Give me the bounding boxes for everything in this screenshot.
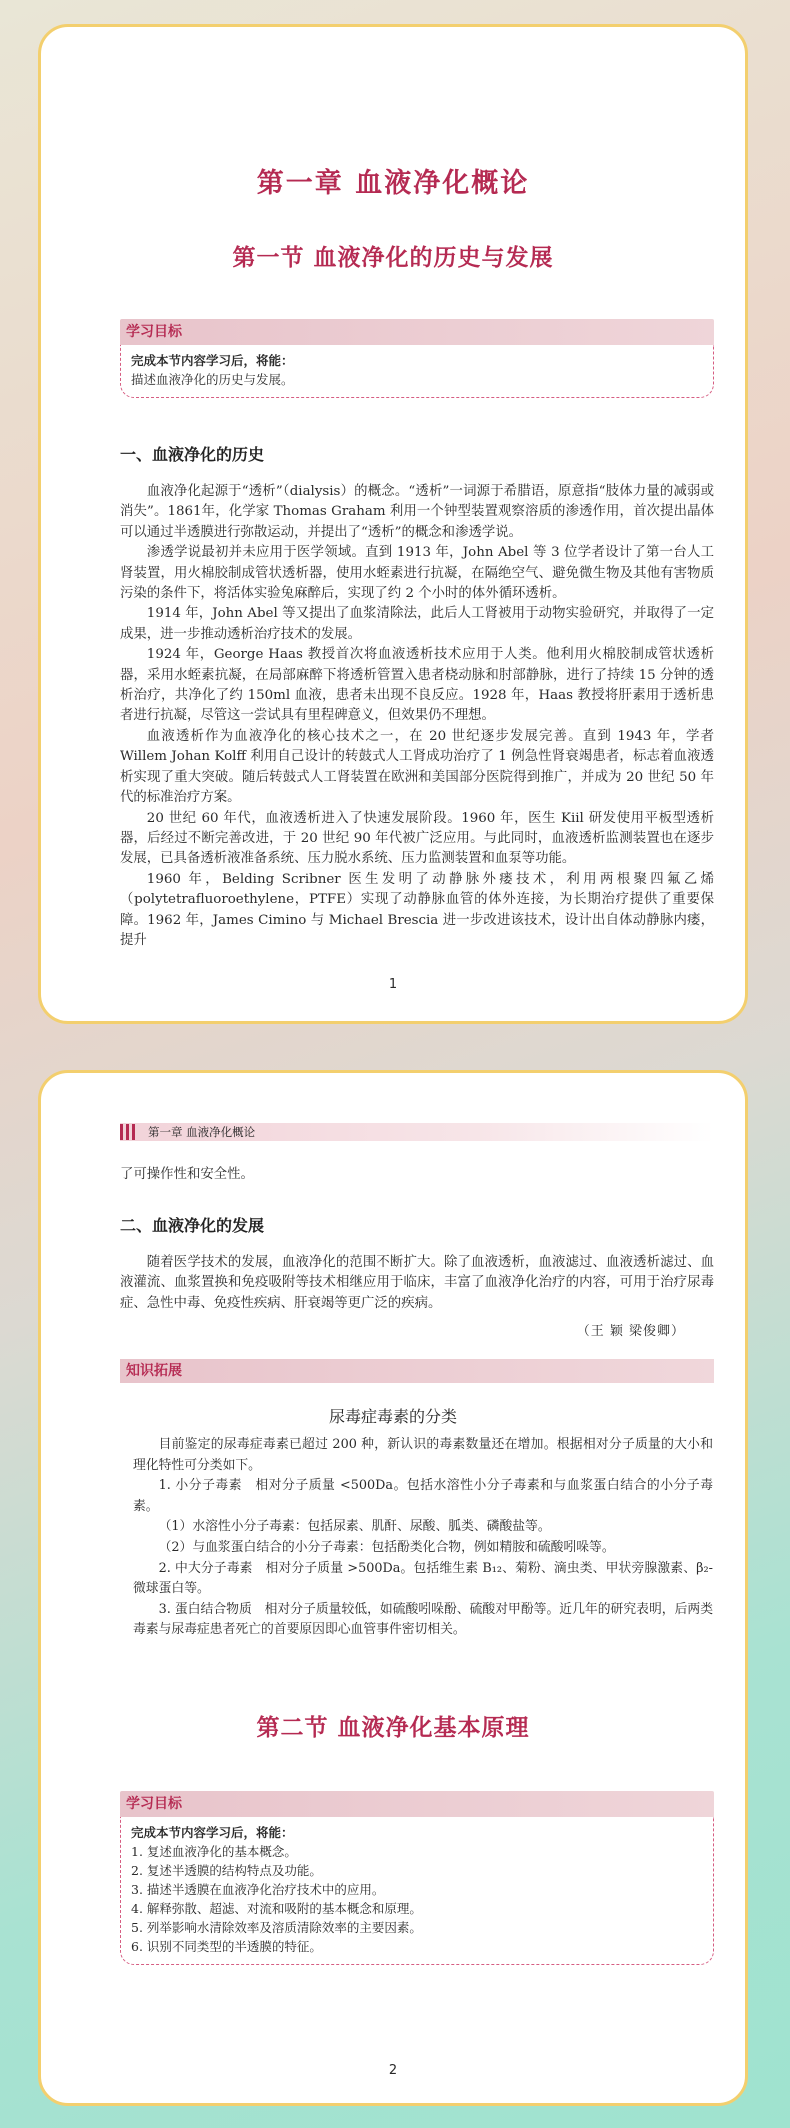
paragraph: （1）水溶性小分子毒素：包括尿素、肌酐、尿酸、胍类、磷酸盐等。 (158, 1519, 551, 1535)
learning-goal-item: 3. 描述半透膜在血液净化治疗技术中的应用。 (131, 1882, 385, 1897)
page-number: 2 (388, 2063, 398, 2078)
continuation-text (120, 1165, 714, 1185)
authors: （王 颖 梁俊卿） (576, 1324, 685, 1339)
section-title: 第一节 血液净化的历史与发展 (232, 245, 554, 271)
learning-goals-label: 学习目标 (120, 319, 714, 345)
learning-goal-item: 4. 解释弥散、超滤、对流和吸附的基本概念和原理。 (131, 1901, 422, 1916)
paragraph: 1914 年，John Abel 等又提出了血浆清除法，此后人工肾被用于动物实验研究，并取得了一定成果，进一步推动透析治疗技术的发展。 (120, 606, 714, 642)
learning-goals-intro: 完成本节内容学习后，将能： (131, 1825, 294, 1840)
learning-goals-body (120, 345, 714, 398)
knowledge-extension-title: 尿毒症毒素的分类 (328, 1407, 457, 1426)
heading-development: 二、血液净化的发展 (120, 1216, 265, 1235)
page-2 (38, 1070, 748, 2106)
section-2-title: 第二节 血液净化基本原理 (256, 1715, 530, 1741)
learning-goals-label: 学习目标 (120, 1791, 714, 1817)
paragraph: 随着医学技术的发展，血液净化的范围不断扩大。除了血液透析，血液滤过、血液透析滤过、血液灌流、血浆置换和免疫吸附等技术相继应用于临床，丰富了血液净化治疗的内容，可用于治疗尿毒症、急性中毒、免疫性疾病、肝衰竭等更广泛的疾病。 (120, 1255, 714, 1311)
learning-goal-item: 2. 复述半透膜的结构特点及功能。 (131, 1863, 322, 1878)
paragraph: 20 世纪 60 年代，血液透析进入了快速发展阶段。1960 年，医生 Kiil 研发使用平板型透析器，后经过不断完善改进，于 20 世纪 90 年代被广泛应用。与此同时，血液透析监测装置也在逐步发展，已具备透析液准备系统、压力脱水系统、压力监测装置和血泵等功能。 (120, 810, 714, 867)
learning-goals-box (120, 319, 714, 398)
paragraph: 血液透析作为血液净化的核心技术之一，在 20 世纪逐步发展完善。直到 1943 年，学者 Willem Johan Kolff 利用自己设计的转鼓式人工肾成功治疗了 1 例急性肾衰竭患者，标志着血液透析实现了重大突破。随后转鼓式人工肾装置在欧洲和美国部分医院得到推广，并成为 20 世纪 50 年代的标准治疗方案。 (120, 728, 714, 806)
paragraph: （2）与血浆蛋白结合的小分子毒素：包括酚类化合物，例如精胺和硫酸吲哚等。 (158, 1539, 615, 1555)
paragraph: 1924 年，George Haas 教授首次将血液透析技术应用于人类。他利用火棉胶制成管状透析器，采用水蛭素抗凝，在局部麻醉下将透析管置入患者桡动脉和肘部静脉，进行了持续 15 分钟的透析治疗，共净化了约 150ml 血液，患者未出现不良反应。1928 年，Haas 教授将肝素用于透析患者进行抗凝，尽管这一尝试具有里程碑意义，但效果仍不理想。 (120, 647, 714, 724)
learning-goal-item: 5. 列举影响水清除效率及溶质清除效率的主要因素。 (131, 1920, 422, 1935)
paragraph: 1. 小分子毒素 相对分子质量 <500Da。包括水溶性小分子毒素和与血浆蛋白结合的小分子毒素。 (133, 1478, 713, 1514)
page-1 (38, 24, 748, 1024)
history-text (120, 482, 714, 951)
learning-goal-item: 描述血液净化的历史与发展。 (131, 372, 294, 387)
running-head (120, 1123, 714, 1141)
chapter-title: 第一章 血液净化概论 (256, 168, 530, 199)
page-number: 1 (388, 977, 398, 992)
knowledge-extension-label: 知识拓展 (120, 1359, 714, 1383)
paragraph: 1960 年，Belding Scribner 医生发明了动静脉外瘘技术，利用两根聚四氟乙烯（polytetrafluoroethylene，PTFE）实现了动静脉血管的体外连接，为长期治疗提供了重要保障。1962 年，James Cimino 与 Michael Brescia 进一步改进该技术，设计出自体动静脉内瘘，提升 (120, 871, 714, 948)
learning-goal-item: 1. 复述血液净化的基本概念。 (131, 1844, 297, 1859)
paragraph: 渗透学说最初并未应用于医学领域。直到 1913 年，John Abel 等 3 位学者设计了第一台人工肾装置，用火棉胶制成管状透析器，使用水蛭素进行抗凝，在隔绝空气、避免微生物及其他有害物质污染的条件下，将活体实验兔麻醉后，实现了约 2 个小时的体外循环透析。 (120, 545, 714, 602)
learning-goals-intro: 完成本节内容学习后，将能： (131, 353, 294, 368)
learning-goals-box-2 (120, 1791, 714, 1965)
running-head-text: 第一章 血液净化概论 (148, 1125, 256, 1139)
development-text (120, 1253, 714, 1314)
running-head-bars-icon (120, 1124, 142, 1140)
learning-goals-body (120, 1817, 714, 1965)
paragraph: 2. 中大分子毒素 相对分子质量 >500Da。包括维生素 B₁₂、菊粉、滴虫类、甲状旁腺激素、β₂-微球蛋白等。 (133, 1560, 713, 1597)
heading-history: 一、血液净化的历史 (120, 445, 265, 464)
paragraph: 了可操作性和安全性。 (120, 1167, 254, 1182)
learning-goal-item: 6. 识别不同类型的半透膜的特征。 (131, 1939, 322, 1954)
paragraph: 血液净化起源于“透析”（dialysis）的概念。“透析”一词源于希腊语，原意指“肢体力量的减弱或消失”。1861年，化学家 Thomas Graham 利用一个钟型装置观察溶质的渗透作用，首次提出晶体可以通过半透膜进行弥散运动，并提出了“透析”的概念和渗透学说。 (120, 484, 714, 540)
paragraph: 3. 蛋白结合物质 相对分子质量较低，如硫酸吲哚酚、硫酸对甲酚等。近几年的研究表明，后两类毒素与尿毒症患者死亡的首要原因即心血管事件密切相关。 (133, 1601, 713, 1638)
paragraph: 目前鉴定的尿毒症毒素已超过 200 种，新认识的毒素数量还在增加。根据相对分子质量的大小和理化特性可分类如下。 (133, 1437, 713, 1473)
knowledge-extension-text (133, 1435, 713, 1641)
